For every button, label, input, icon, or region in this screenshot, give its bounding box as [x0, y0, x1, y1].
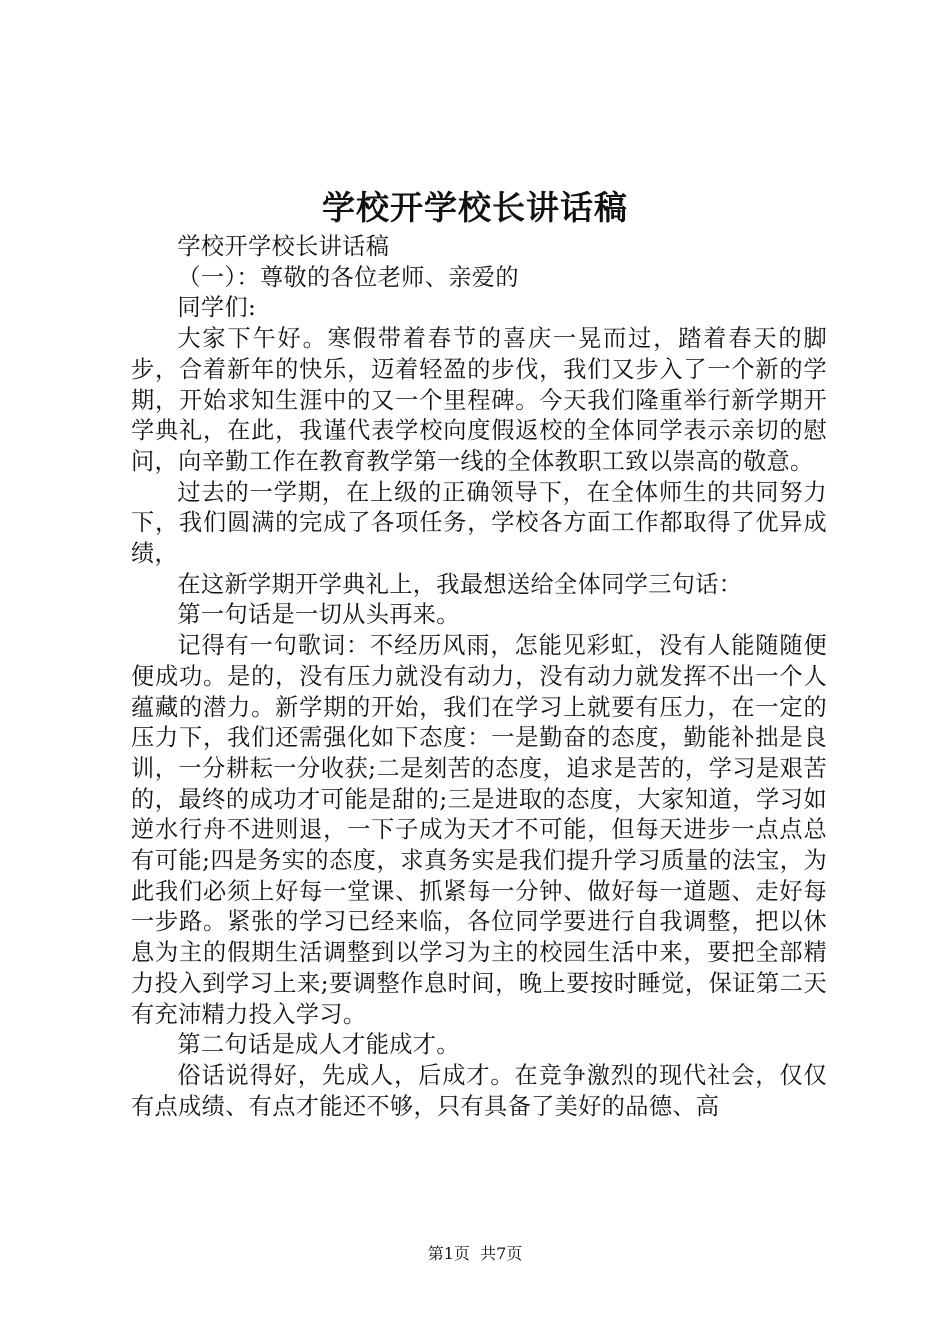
paragraph-first-detail: 记得有一句歌词：不经历风雨，怎能见彩虹，没有人能随随便便成功。是的，没有压力就没有动力，没有动力就发挥不出一个人蕴藏的潜力。新学期的开始，我们在学习上就要有压力，在一定的压力下，我们还需强化如下态度：一是勤奋的态度，勤能补拙是良训，一分耕耘一分收获;二是刻苦的态度，追求是苦的，学习是艰苦的，最终的成功才可能是甜的;三是进取的态度，大家知道，学习如逆水行舟不进则退，一下子成为天才不可能，但每天进步一点点总有可能;四是务实的态度，求真务实是我们提升学习质量的法宝，为此我们必须上好每一堂课、抓紧每一分钟、做好每一道题、走好每一步路。紧张的学习已经来临，各位同学要进行自我调整，把以休息为主的假期生活调整到以学习为主的校园生活中来，要把全部精力投入到学习上来;要调整作息时间，晚上要按时睡觉，保证第二天有充沛精力投入学习。	[131, 632, 827, 1028]
paragraph-three-sentences: 在这新学期开学典礼上，我最想送给全体同学三句话：	[177, 570, 743, 598]
paragraph-second-detail: 俗话说得好，先成人，后成才。在竞争激烈的现代社会，仅仅有点成绩、有点才能还不够，只有具备了美好的品德、高	[131, 1061, 827, 1120]
paragraph-salutation: 同学们:	[177, 294, 257, 322]
paragraph-second-sentence: 第二句话是成人才能成才。	[177, 1031, 460, 1059]
document-body	[131, 232, 827, 1122]
paragraph-heading-one: （一）：尊敬的各位老师、亲爱的	[177, 263, 519, 291]
paragraph-last-term: 过去的一学期，在上级的正确领导下，在全体师生的共同努力下，我们圆满的完成了各项任务，学校各方面工作都取得了优异成绩，	[131, 478, 827, 568]
page-footer	[0, 1243, 950, 1265]
document-title: 学校开学校长讲话稿	[322, 188, 628, 227]
paragraph-greeting: 大家下午好。寒假带着春节的喜庆一晃而过，踏着春天的脚步，合着新年的快乐，迈着轻盈的步伐，我们又步入了一个新的学期，开始求知生涯中的又一个里程碑。今天我们隆重举行新学期开学典礼，在此，我谨代表学校向度假返校的全体同学表示亲切的慰问，向辛勤工作在教育教学第一线的全体教职工致以崇高的敬意。	[131, 325, 827, 475]
page-number: 第1页 共7页	[427, 1244, 523, 1263]
paragraph-subtitle: 学校开学校长讲话稿	[177, 233, 390, 260]
paragraph-first-sentence: 第一句话是一切从头再来。	[177, 601, 460, 629]
